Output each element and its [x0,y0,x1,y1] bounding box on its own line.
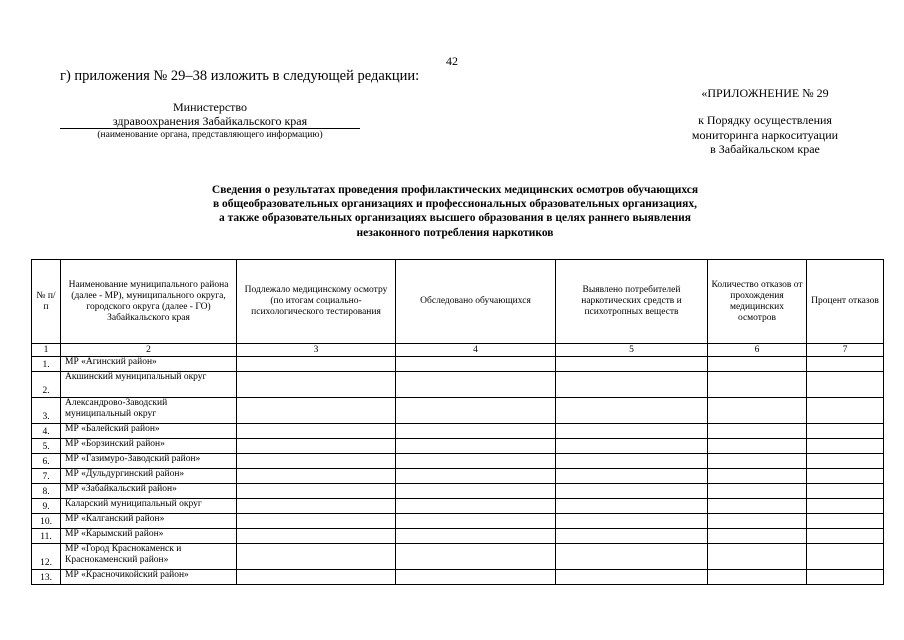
empty-cell [556,454,708,469]
empty-cell [708,454,807,469]
row-district-name: МР «Газимуро-Заводский район» [61,454,237,469]
column-number: 4 [396,344,556,357]
document-title-line: незаконного потребления наркотиков [356,226,554,239]
empty-cell [807,499,884,514]
empty-cell [237,398,396,424]
empty-cell [237,372,396,398]
empty-cell [237,514,396,529]
appendix-sub-line-1: к Порядку осуществления [698,113,832,127]
empty-cell [556,439,708,454]
empty-cell [396,570,556,585]
table-row [32,544,884,570]
table-row [32,439,884,454]
empty-cell [396,499,556,514]
ministry-block [60,100,360,128]
row-district-name: Акшинский муниципальный округ [61,372,237,398]
empty-cell [807,469,884,484]
empty-cell [807,372,884,398]
empty-cell [237,484,396,499]
empty-cell [708,544,807,570]
table-row [32,372,884,398]
empty-cell [807,514,884,529]
empty-cell [807,439,884,454]
empty-cell [556,398,708,424]
row-district-name: МР «Город Краснокаменск и Краснокаменский район» [61,544,237,570]
empty-cell [556,499,708,514]
table-row [32,357,884,372]
report-table [31,259,884,585]
row-number: 4. [32,424,61,439]
empty-cell [396,454,556,469]
empty-cell [237,469,396,484]
empty-cell [556,544,708,570]
column-number: 7 [807,344,884,357]
document-title-line: в общеобразовательных организациях и профессиональных образовательных организациях, [212,198,698,211]
row-district-name: МР «Карымский район» [61,529,237,544]
column-number: 1 [32,344,61,357]
column-number: 2 [61,344,237,357]
table-row [32,529,884,544]
empty-cell [556,424,708,439]
row-district-name: МР «Борзинский район» [61,439,237,454]
row-district-name: МР «Калганский район» [61,514,237,529]
row-number: 7. [32,469,61,484]
column-number: 6 [708,344,807,357]
row-number: 9. [32,499,61,514]
empty-cell [237,529,396,544]
document-title [110,183,800,240]
row-number: 11. [32,529,61,544]
empty-cell [396,529,556,544]
document-title-line: а также образовательных организациях высшего образования в целях раннего выявления [219,212,691,225]
row-number: 1. [32,357,61,372]
empty-cell [396,439,556,454]
empty-cell [708,484,807,499]
row-district-name: Каларский муниципальный округ [61,499,237,514]
row-district-name: МР «Балейский район» [61,424,237,439]
table-row [32,424,884,439]
empty-cell [556,357,708,372]
empty-cell [556,514,708,529]
document-title-line: Сведения о результатах проведения профилактических медицинских осмотров обучающихся [211,184,699,196]
table-row [32,499,884,514]
empty-cell [556,484,708,499]
row-district-name: МР «Забайкальский район» [61,484,237,499]
appendix-subtitle [640,113,890,157]
ministry-note: (наименование органа, представляющего информацию) [97,130,323,140]
column-number-row [32,344,884,357]
empty-cell [396,372,556,398]
empty-cell [237,439,396,454]
table-row [32,484,884,499]
row-number: 10. [32,514,61,529]
empty-cell [237,544,396,570]
column-number: 3 [237,344,396,357]
empty-cell [708,424,807,439]
empty-cell [708,398,807,424]
row-district-name: МР «Красночикойский район» [61,570,237,585]
empty-cell [807,529,884,544]
table-row [32,469,884,484]
empty-cell [708,570,807,585]
empty-cell [237,499,396,514]
ministry-line-1: Министерство [173,100,247,114]
empty-cell [396,357,556,372]
intro-text: г) приложения № 29–38 изложить в следующей редакции: [60,68,420,84]
empty-cell [708,529,807,544]
empty-cell [396,484,556,499]
ministry-line-2: здравоохранения Забайкальского края [112,114,308,128]
ministry-underline [60,128,360,129]
appendix-sub-line-3: в Забайкальском крае [710,142,820,156]
row-number: 6. [32,454,61,469]
empty-cell [708,469,807,484]
header-cell-refusals: Количество отказов от прохождения медицинских осмотров [708,260,807,344]
empty-cell [396,398,556,424]
empty-cell [556,372,708,398]
table-row [32,514,884,529]
row-number: 2. [32,372,61,398]
appendix-sub-line-2: мониторинга наркоситуации [691,127,839,142]
empty-cell [807,357,884,372]
row-district-name: МР «Дульдургинский район» [61,469,237,484]
empty-cell [396,424,556,439]
appendix-title: «ПРИЛОЖНЕНИЕ № 29 [701,86,829,100]
empty-cell [396,544,556,570]
empty-cell [556,469,708,484]
row-district-name: МР «Агинский район» [61,357,237,372]
empty-cell [708,499,807,514]
empty-cell [708,372,807,398]
empty-cell [237,424,396,439]
table-body [32,344,884,585]
empty-cell [237,454,396,469]
empty-cell [807,484,884,499]
page-number: 42 [446,54,458,68]
row-number: 13. [32,570,61,585]
row-number: 5. [32,439,61,454]
empty-cell [556,570,708,585]
empty-cell [807,424,884,439]
header-cell-detected: Выявлено потребителей наркотических средств и психотропных веществ [556,260,708,344]
column-number: 5 [556,344,708,357]
empty-cell [556,529,708,544]
header-cell-examined: Обследовано обучающихся [396,260,556,344]
empty-cell [807,454,884,469]
row-number: 8. [32,484,61,499]
empty-cell [237,570,396,585]
header-cell-percent: Процент отказов [807,260,884,344]
header-cell-number: № п/п [32,260,61,344]
row-district-name: Александрово-Заводский муниципальный округ [61,398,237,424]
empty-cell [807,544,884,570]
empty-cell [396,514,556,529]
row-number: 3. [32,398,61,424]
table-row [32,570,884,585]
table-row [32,398,884,424]
header-cell-name: Наименование муниципального района (далее - МР), муниципального округа, городского округа (далее - ГО) Забайкальского края [61,260,237,344]
empty-cell [807,398,884,424]
empty-cell [708,514,807,529]
table-row [32,454,884,469]
empty-cell [708,357,807,372]
table-header-row [32,260,884,344]
empty-cell [396,469,556,484]
header-cell-subject: Подлежало медицинскому осмотру (по итогам социально-психологического тестирования [237,260,396,344]
empty-cell [807,570,884,585]
row-number: 12. [32,544,61,570]
empty-cell [708,439,807,454]
empty-cell [237,357,396,372]
